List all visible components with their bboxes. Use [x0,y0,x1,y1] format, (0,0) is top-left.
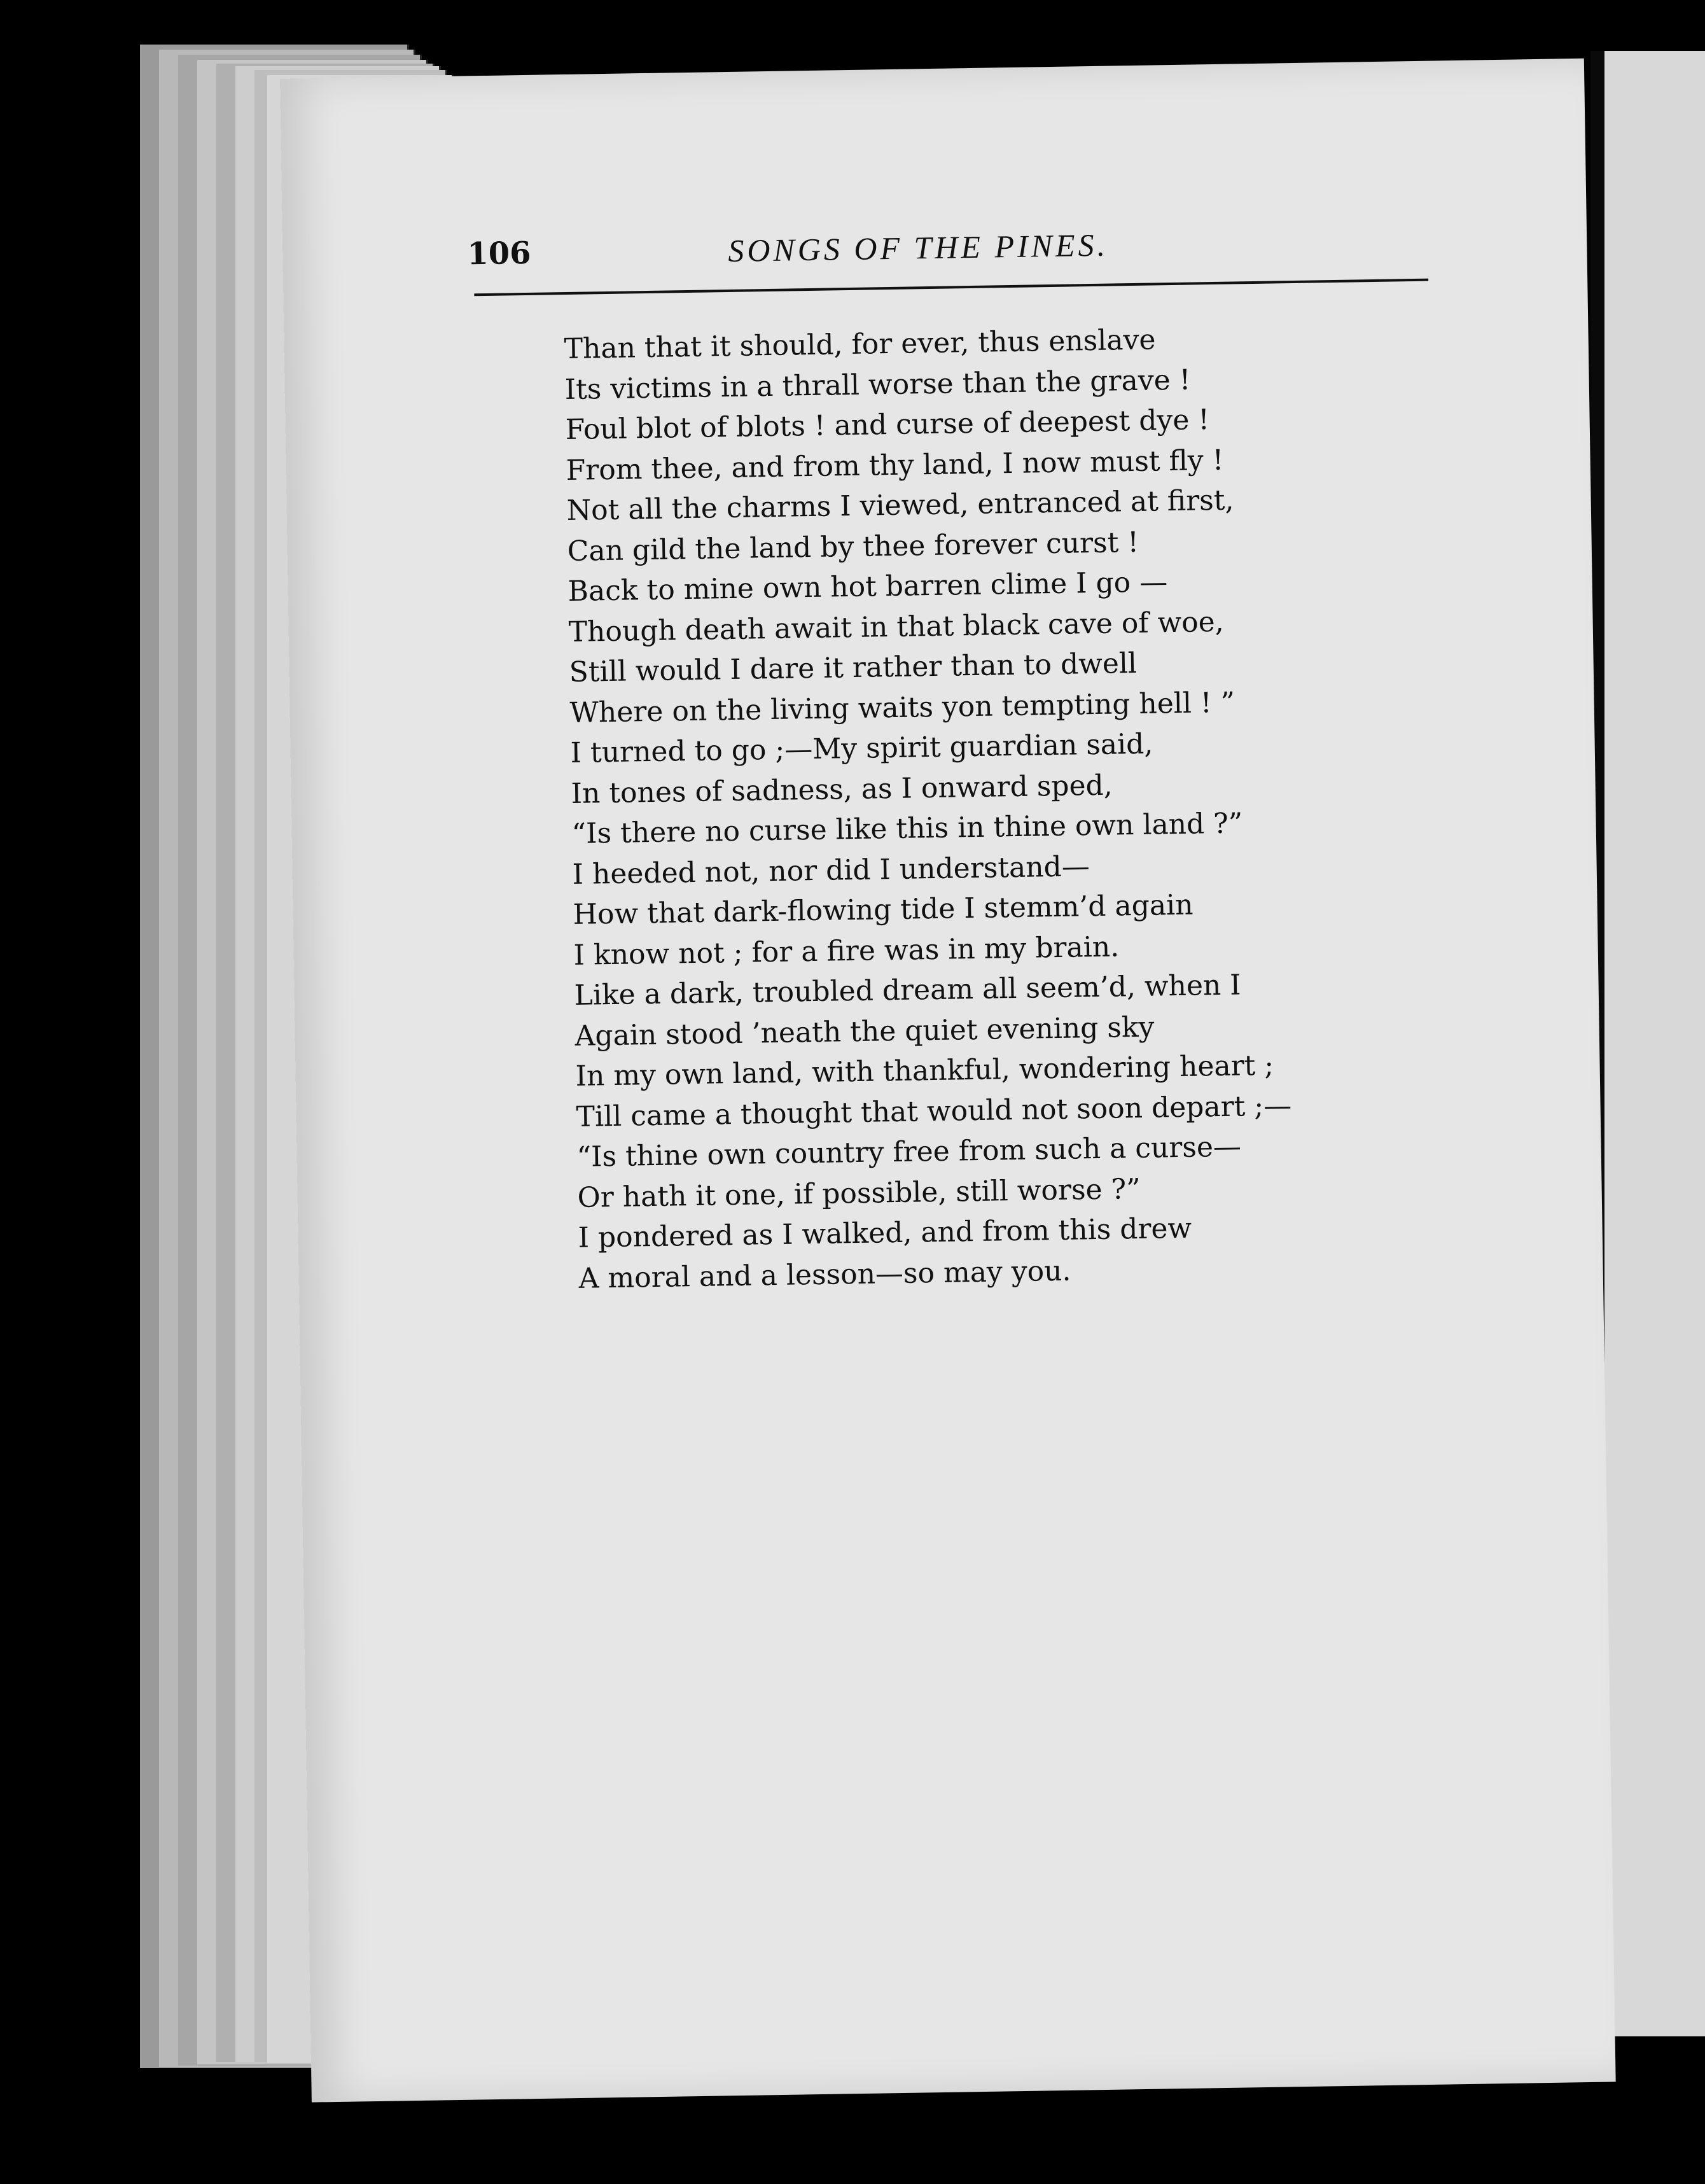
poem-line: Its victims in a thrall worse than the grave ! [564,363,1191,406]
poem-line: Till came a thought that would not soon depart ;— [576,1089,1292,1133]
poem-line: Foul blot of blots ! and curse of deepest dye ! [565,403,1210,447]
book-page [280,59,1616,2103]
poem-line: Again stood ’neath the quiet evening sky [574,1011,1155,1053]
poem-line: From thee, and from thy land, I now must fly ! [566,444,1224,487]
poem-line: Where on the living waits yon tempting hell ! ” [569,686,1235,729]
poem-line: Like a dark, troubled dream all seem’d, when I [574,969,1241,1012]
poem-line: “Is thine own country free from such a curse— [576,1130,1242,1173]
page-number: 106 [466,235,531,272]
poem-line: I turned to go ;—My spirit guardian said, [570,727,1153,769]
poem-line: Though death await in that black cave of woe, [568,605,1225,648]
poem-line: Can gild the land by thee forever curst ! [567,526,1139,568]
poem-line: Still would I dare it rather than to dwell [569,647,1138,689]
poem-line: How that dark-flowing tide I stemm’d again [573,888,1194,931]
poem-line: Not all the charms I viewed, entranced at first, [566,484,1234,528]
facing-page [1604,51,1705,2036]
header-rule [474,279,1428,297]
poem-line: In my own land, with thankful, wondering heart ; [575,1049,1274,1093]
poem-line: I heeded not, nor did I understand— [572,850,1090,891]
poem-line: Or hath it one, if possible, still worse ?” [577,1172,1141,1214]
poem-text [564,315,1482,1299]
poem-line: In tones of sadness, as I onward sped, [571,769,1113,810]
poem-line: A moral and a lesson—so may you. [578,1254,1071,1295]
running-head: SONGS OF THE PINES. [727,227,1109,269]
poem-line: “Is there no curse like this in thine own land ?” [571,807,1243,850]
poem-line: Than that it should, for ever, thus enslave [564,323,1156,366]
poem-line: Back to mine own hot barren clime I go — [567,566,1168,608]
poem-line: I know not ; for a fire was in my brain. [573,930,1120,972]
poem-line: I pondered as I walked, and from this drew [578,1212,1192,1254]
